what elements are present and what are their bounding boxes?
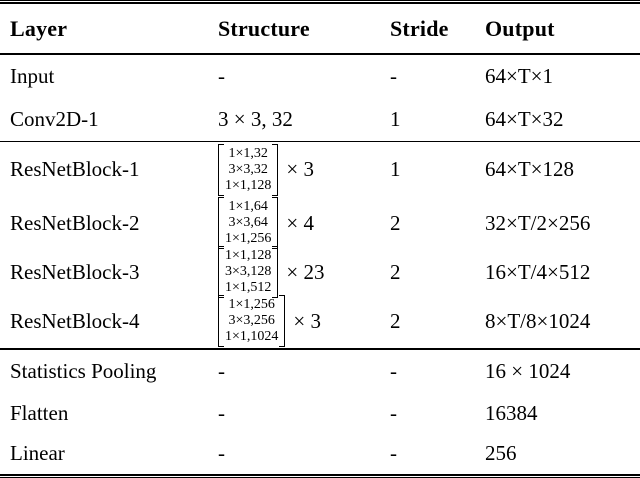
output-cell: 8×T/8×1024	[485, 308, 591, 333]
structure-cell	[218, 197, 390, 249]
row-group-input-conv	[0, 55, 640, 141]
bottom-rule	[0, 474, 640, 478]
table-row	[0, 350, 640, 394]
matrix-line: 1×1,256	[228, 297, 275, 313]
row-group-resnet-blocks	[0, 142, 640, 348]
structure-cell: -	[218, 63, 225, 88]
structure-cell: 3 × 3, 32	[218, 106, 293, 131]
matrix-line: 3×3,32	[228, 161, 268, 177]
matrix-line: 1×1,1024	[225, 329, 279, 345]
structure-bottleneck-matrix	[218, 295, 285, 347]
stride-cell: -	[390, 440, 397, 465]
structure-cell: -	[218, 359, 225, 384]
matrix-line: 1×1,32	[228, 145, 268, 161]
layer-cell: ResNetBlock-2	[10, 210, 140, 235]
matrix-line: 1×1,128	[225, 248, 272, 264]
output-cell: 16×T/4×512	[485, 259, 591, 284]
matrix-line: 3×3,128	[225, 264, 272, 280]
stride-cell: 2	[390, 259, 401, 284]
row-group-pooling-output	[0, 350, 640, 474]
stride-cell: 2	[390, 308, 401, 333]
structure-cell	[218, 144, 390, 196]
layer-cell: Linear	[10, 440, 65, 465]
table-row	[0, 197, 640, 246]
column-header-structure: Structure	[218, 15, 310, 41]
column-header-stride: Stride	[390, 15, 449, 41]
structure-cell: -	[218, 440, 225, 465]
matrix-multiplier: × 3	[286, 157, 314, 182]
table-row	[0, 433, 640, 474]
output-cell: 256	[485, 440, 517, 465]
output-cell: 64×T×1	[485, 63, 554, 88]
stride-cell: -	[390, 400, 397, 425]
table-row	[0, 55, 640, 98]
structure-cell: -	[218, 400, 225, 425]
output-cell: 32×T/2×256	[485, 210, 591, 235]
table-row	[0, 246, 640, 294]
table-row	[0, 294, 640, 348]
structure-cell	[218, 295, 390, 347]
output-cell: 16 × 1024	[485, 359, 571, 384]
table-row	[0, 142, 640, 197]
column-header-output: Output	[485, 15, 555, 41]
structure-bottleneck-matrix	[218, 246, 278, 298]
matrix-multiplier: × 23	[286, 259, 325, 284]
layer-cell: Flatten	[10, 400, 69, 425]
matrix-line: 3×3,256	[228, 313, 275, 329]
matrix-line: 3×3,64	[228, 215, 268, 231]
stride-cell: 1	[390, 157, 401, 182]
layer-cell: ResNetBlock-1	[10, 157, 140, 182]
layer-cell: Statistics Pooling	[10, 359, 157, 384]
layer-cell: ResNetBlock-3	[10, 259, 140, 284]
output-cell: 64×T×128	[485, 157, 575, 182]
stride-cell: 1	[390, 106, 401, 131]
output-cell: 64×T×32	[485, 106, 564, 131]
structure-bottleneck-matrix	[218, 197, 278, 249]
column-header-layer: Layer	[10, 15, 68, 41]
table-row	[0, 98, 640, 141]
layer-cell: ResNetBlock-4	[10, 308, 140, 333]
stride-cell: 2	[390, 210, 401, 235]
matrix-line: 1×1,512	[225, 280, 272, 296]
structure-cell	[218, 246, 390, 298]
matrix-line: 1×1,256	[225, 231, 272, 247]
layer-cell: Conv2D-1	[10, 106, 99, 131]
matrix-multiplier: × 4	[286, 210, 314, 235]
layer-cell: Input	[10, 63, 55, 88]
matrix-multiplier: × 3	[293, 308, 321, 333]
table-header-row	[0, 4, 640, 53]
stride-cell: -	[390, 63, 397, 88]
matrix-line: 1×1,64	[228, 199, 268, 215]
table-row	[0, 394, 640, 433]
structure-bottleneck-matrix	[218, 144, 278, 196]
stride-cell: -	[390, 359, 397, 384]
matrix-line: 1×1,128	[225, 177, 272, 193]
output-cell: 16384	[485, 400, 538, 425]
